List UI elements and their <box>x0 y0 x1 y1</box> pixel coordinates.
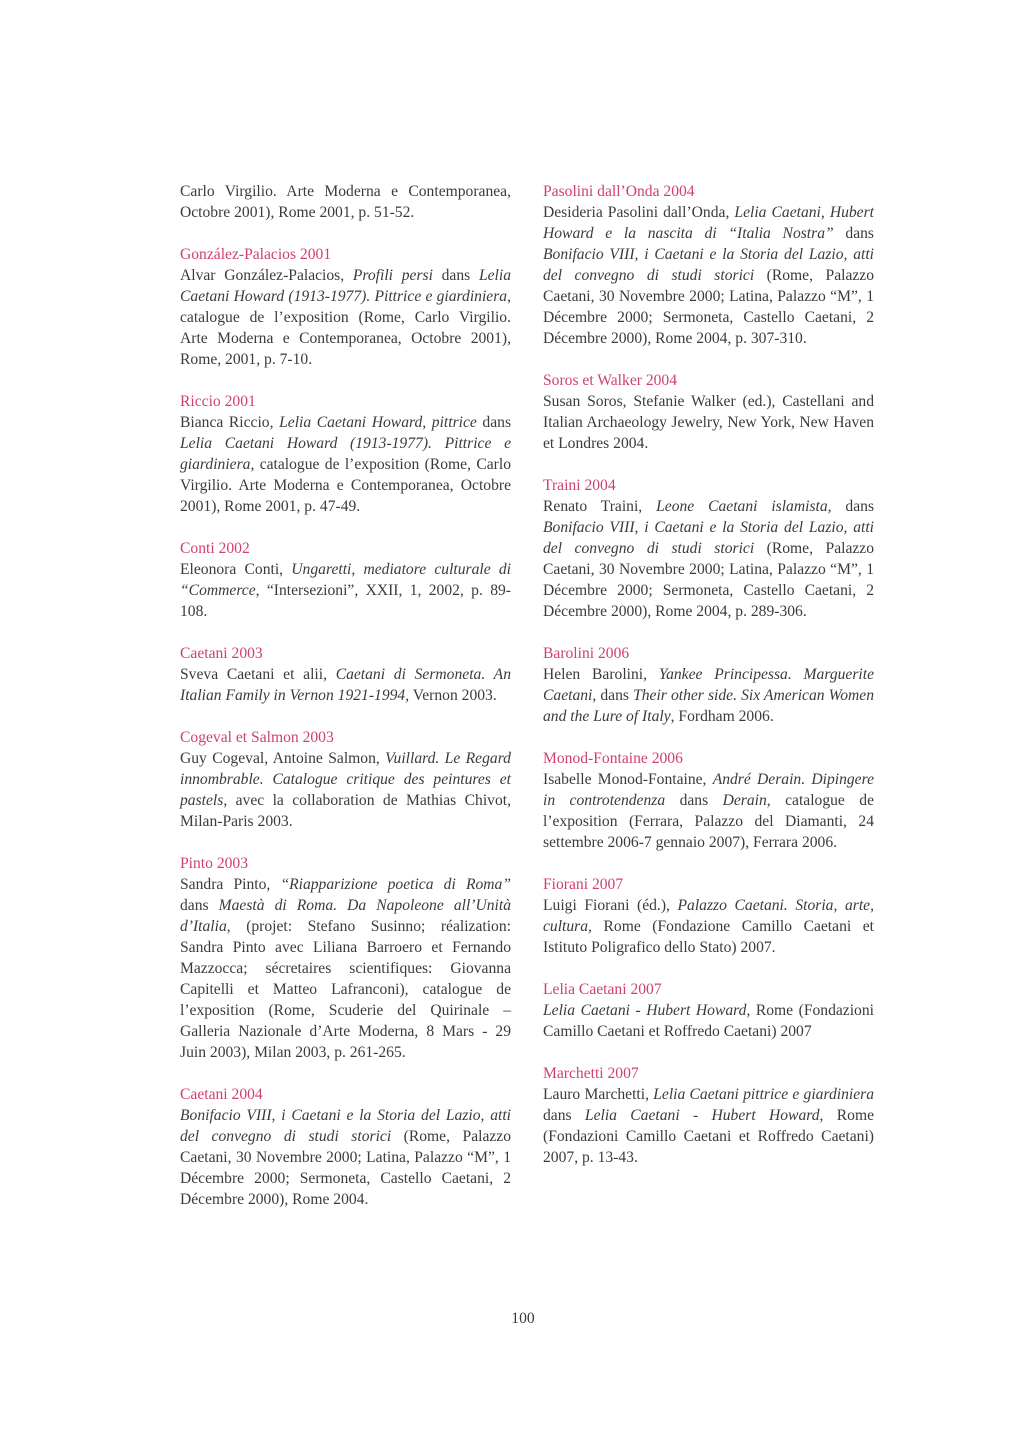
entry-text: , catalogue de l’exposition (Rome, Carlo Virgilio. Arte Moderna e Contemporanea, Octobre 2001), Rome, 2001, p. 7-10. <box>180 288 511 368</box>
entry-body <box>543 202 874 349</box>
entry-text: Isabelle Monod-Fontaine, <box>543 771 713 788</box>
entry-body <box>180 874 511 1063</box>
entry-heading: Soros et Walker 2004 <box>543 372 678 389</box>
entry-heading: Barolini 2006 <box>543 645 630 662</box>
entry-text: , dans <box>592 687 634 704</box>
entry-title-italic: Bonifacio VIII, i Caetani e la Storia del Lazio, atti del convegno di studi storici <box>543 246 874 284</box>
entry-title-italic: Vuillard. Le Regard innombrable. Catalogue critique des peintures et pastels <box>180 750 511 809</box>
entry-heading: Marchetti 2007 <box>543 1065 639 1082</box>
entry-text: (Rome, Palazzo Caetani, 30 Novembre 2000; Latina, Palazzo “M”, 1 Décembre 2000; Sermoneta, Castello Caetani, 2 Décembre 2000), Rome 2004, p. 307-310. <box>543 267 875 347</box>
entry-body <box>180 664 511 706</box>
bibliography-entry <box>543 1063 874 1168</box>
entry-heading: Lelia Caetani 2007 <box>543 981 662 998</box>
entry-title-italic: Their other side. Six American Women and the Lure of Italy <box>543 687 874 725</box>
entry-text: , catalogue de l’exposition (Ferrara, Palazzo del Diamanti, 24 settembre 2006-7 gennaio 2007), Ferrara 2006. <box>543 792 875 851</box>
entry-body <box>543 769 874 853</box>
entry-text: Luigi Fiorani (éd.), <box>543 897 678 914</box>
entry-body <box>180 412 511 517</box>
entry-title-italic: Bonifacio VIII, i Caetani e la Storia del Lazio, atti del convegno di studi storici <box>180 1107 511 1145</box>
entry-title-italic: Lelia Caetani Howard, pittrice <box>279 414 477 431</box>
entry-text: Sandra Pinto, <box>180 876 281 893</box>
entry-body <box>180 559 511 622</box>
entry-title-italic: Lelia Caetani Howard (1913-1977). Pittrice e giardiniera <box>180 435 511 473</box>
entry-text: , Fordham 2006. <box>670 708 774 725</box>
entry-heading: Monod-Fontaine 2006 <box>543 750 683 767</box>
entry-text: Eleonora Conti, <box>180 561 292 578</box>
entry-body <box>543 1084 874 1168</box>
entry-text: Desideria Pasolini dall’Onda, <box>543 204 735 221</box>
entry-text: , “Intersezioni”, XXII, 1, 2002, p. 89-108. <box>180 582 511 620</box>
entry-heading: Pinto 2003 <box>180 855 249 872</box>
entry-body <box>180 265 511 370</box>
entry-title-italic: Profili persi <box>352 267 433 284</box>
entry-text: dans <box>180 897 219 914</box>
entry-heading: González-Palacios 2001 <box>180 246 332 263</box>
entry-title-italic: Lelia Caetani, Hubert Howard e la nascita di “Italia Nostra” <box>543 204 874 242</box>
entry-body <box>543 391 874 454</box>
entry-heading: Riccio 2001 <box>180 393 256 410</box>
entry-heading: Fiorani 2007 <box>543 876 624 893</box>
bibliography-entry <box>180 1084 511 1210</box>
entry-text: Bianca Riccio, <box>180 414 280 431</box>
entry-text: Guy Cogeval, Antoine Salmon, <box>180 750 386 767</box>
entry-text: Sveva Caetani et alii, <box>180 666 336 683</box>
entry-title-italic: Yankee Principessa. Marguerite Caetani <box>543 666 874 704</box>
entry-text: Alvar González-Palacios, <box>180 267 353 284</box>
entry-title-italic: Caetani di Sermoneta. An Italian Family in Vernon 1921-1994 <box>180 666 511 704</box>
bibliography-entry <box>180 391 511 517</box>
bibliography-entry <box>180 727 511 832</box>
entry-text: (Rome, Palazzo Caetani, 30 Novembre 2000; Latina, Palazzo “M”, 1 Décembre 2000; Sermoneta, Castello Caetani, 2 Décembre 2000), Rome 2004, p. 289-306. <box>543 540 875 620</box>
entry-title-italic: Bonifacio VIII, i Caetani e la Storia del Lazio, atti del convegno di studi storici <box>543 519 874 557</box>
entry-text: Susan Soros, Stefanie Walker (ed.), Castellani and Italian Archaeology Jewelry, New York, New Haven et Londres 2004. <box>543 393 874 452</box>
entry-text: Lauro Marchetti, <box>543 1086 654 1103</box>
bibliography-column-right <box>543 181 874 1189</box>
entry-text: Carlo Virgilio. Arte Moderna e Contemporanea, Octobre 2001), Rome 2001, p. 51-52. <box>180 183 511 221</box>
entry-title-italic: Lelia Caetani pittrice e giardiniera <box>653 1086 874 1103</box>
entry-heading: Cogeval et Salmon 2003 <box>180 729 334 746</box>
entry-title-italic: Lelia Caetani - Hubert Howard <box>543 1002 747 1019</box>
entry-text: dans <box>432 267 479 284</box>
page-number: 100 <box>511 1310 535 1327</box>
entry-title-italic: Leone Caetani islamista <box>656 498 828 515</box>
bibliography-entry <box>180 643 511 706</box>
entry-text: , Rome (Fondazioni Camillo Caetani et Roffredo Caetani) 2007, p. 13-43. <box>543 1107 874 1166</box>
bibliography-entry <box>180 244 511 370</box>
entry-title-italic: Lelia Caetani Howard (1913-1977). Pittrice e giardiniera <box>180 267 511 305</box>
entry-body <box>180 181 511 223</box>
entry-title-italic: Maestà di Roma. Da Napoleone all’Unità d’Italia <box>180 897 511 935</box>
entry-text: (Rome, Palazzo Caetani, 30 Novembre 2000; Latina, Palazzo “M”, 1 Décembre 2000; Sermoneta, Castello Caetani, 2 Décembre 2000), Rome 2004. <box>180 1128 512 1208</box>
entry-text: , Rome (Fondazione Camillo Caetani et Istituto Poligrafico dello Stato) 2007. <box>543 918 874 956</box>
bibliography-entry <box>543 370 874 454</box>
entry-heading: Traini 2004 <box>543 477 616 494</box>
bibliography-entry <box>180 853 511 1063</box>
entry-text: Helen Barolini, <box>543 666 659 683</box>
entry-text: Renato Traini, <box>543 498 657 515</box>
bibliography-entry <box>543 181 874 349</box>
entry-text: , (projet: Stefano Susinno; réalization: Sandra Pinto avec Liliana Barroero et Fernando Mazzocca; sécretaires scientifiques: Giovanna Capitelli et Matteo Lafranconi), catalogue de l’exposition (Rome, Scuderie del Quirinale – Galleria Nazionale d’Arte Moderna, 8 Mars - 29 Juin 2003), Milan 2003, p. 261-265. <box>180 918 511 1061</box>
entry-text: dans <box>476 414 512 431</box>
entry-body <box>543 895 874 958</box>
bibliography-entry <box>543 748 874 853</box>
entry-heading: Caetani 2003 <box>180 645 263 662</box>
entry-title-italic: Ungaretti, mediatore culturale di “Commerce <box>180 561 512 599</box>
bibliography-entry <box>180 181 511 223</box>
entry-body <box>180 748 511 832</box>
bibliography-entry <box>543 979 874 1042</box>
entry-title-italic: “Riapparizione poetica di Roma” <box>280 876 511 893</box>
entry-title-italic: Palazzo Caetani. Storia, arte, cultura <box>543 897 874 935</box>
bibliography-entry <box>543 475 874 622</box>
entry-body <box>543 664 874 727</box>
entry-text: , Rome (Fondazioni Camillo Caetani et Roffredo Caetani) 2007 <box>543 1002 874 1040</box>
entry-text: , Vernon 2003. <box>405 687 497 704</box>
entry-body <box>543 1000 874 1042</box>
bibliography-entry <box>543 874 874 958</box>
entry-title-italic: André Derain. Dipingere in controtendenza <box>543 771 874 809</box>
entry-text: dans <box>665 792 723 809</box>
bibliography-entry <box>543 643 874 727</box>
entry-title-italic: Lelia Caetani - Hubert Howard <box>584 1107 820 1124</box>
entry-heading: Caetani 2004 <box>180 1086 263 1103</box>
entry-text: dans <box>543 1107 585 1124</box>
entry-text: , catalogue de l’exposition (Rome, Carlo Virgilio. Arte Moderna e Contemporanea, Octobre 2001), Rome 2001, p. 47-49. <box>180 456 511 515</box>
entry-title-italic: Derain <box>722 792 767 809</box>
entry-text: , avec la collaboration de Mathias Chivot, Milan-Paris 2003. <box>180 792 511 830</box>
entry-body <box>180 1105 511 1210</box>
entry-heading: Pasolini dall’Onda 2004 <box>543 183 695 200</box>
bibliography-column-left <box>180 181 511 1231</box>
bibliography-entry <box>180 538 511 622</box>
entry-heading: Conti 2002 <box>180 540 250 557</box>
entry-text: dans <box>833 225 874 242</box>
entry-text: , dans <box>827 498 875 515</box>
entry-body <box>543 496 874 622</box>
